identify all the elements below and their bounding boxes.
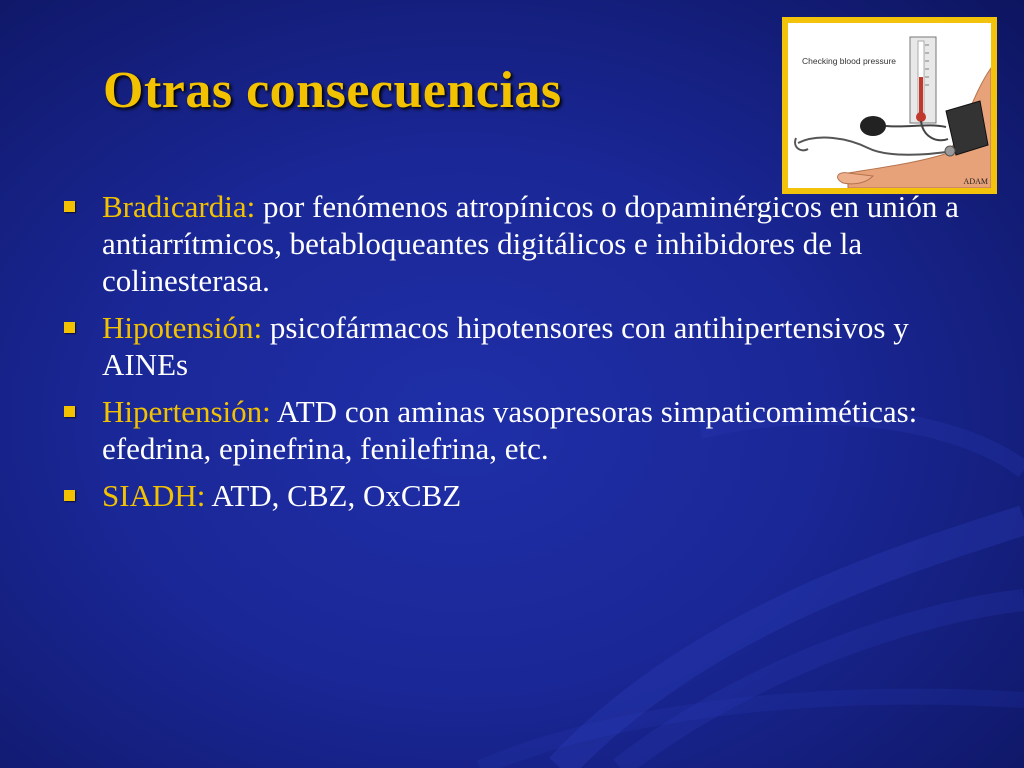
bullet-text: psicofármacos hipotensores con antihipertensivos y AINEs — [102, 310, 909, 382]
bullet-hipertension — [62, 393, 962, 467]
bullet-text: ATD con aminas vasopresoras simpaticomiméticas: efedrina, epinefrina, fenilefrina, etc. — [102, 394, 918, 466]
image-canvas — [788, 23, 991, 188]
blood-pressure-image — [782, 17, 997, 194]
square-bullet-icon — [64, 490, 75, 501]
bullet-text: ATD, CBZ, OxCBZ — [205, 478, 462, 513]
square-bullet-icon — [64, 406, 75, 417]
bullet-hipotension — [62, 309, 962, 383]
bullet-siadh — [62, 477, 962, 514]
image-brand: ADAM — [963, 177, 988, 186]
bullet-bradicardia — [62, 188, 962, 299]
image-caption: Checking blood pressure — [802, 56, 897, 66]
bullet-term: Bradicardia: — [102, 189, 256, 224]
bullet-term: Hipertensión: — [102, 394, 271, 429]
square-bullet-icon — [64, 322, 75, 333]
bullet-term: Hipotensión: — [102, 310, 263, 345]
bullet-text: por fenómenos atropínicos o dopaminérgicos en unión a antiarrítmicos, betabloqueantes digitálicos e inhibidores de la colinesterasa. — [102, 189, 959, 298]
bullet-list — [62, 188, 962, 524]
square-bullet-icon — [64, 201, 75, 212]
slide-title: Otras consecuencias — [103, 62, 562, 119]
bullet-term: SIADH: — [102, 478, 206, 513]
blood-pressure-illustration-icon — [788, 23, 991, 188]
